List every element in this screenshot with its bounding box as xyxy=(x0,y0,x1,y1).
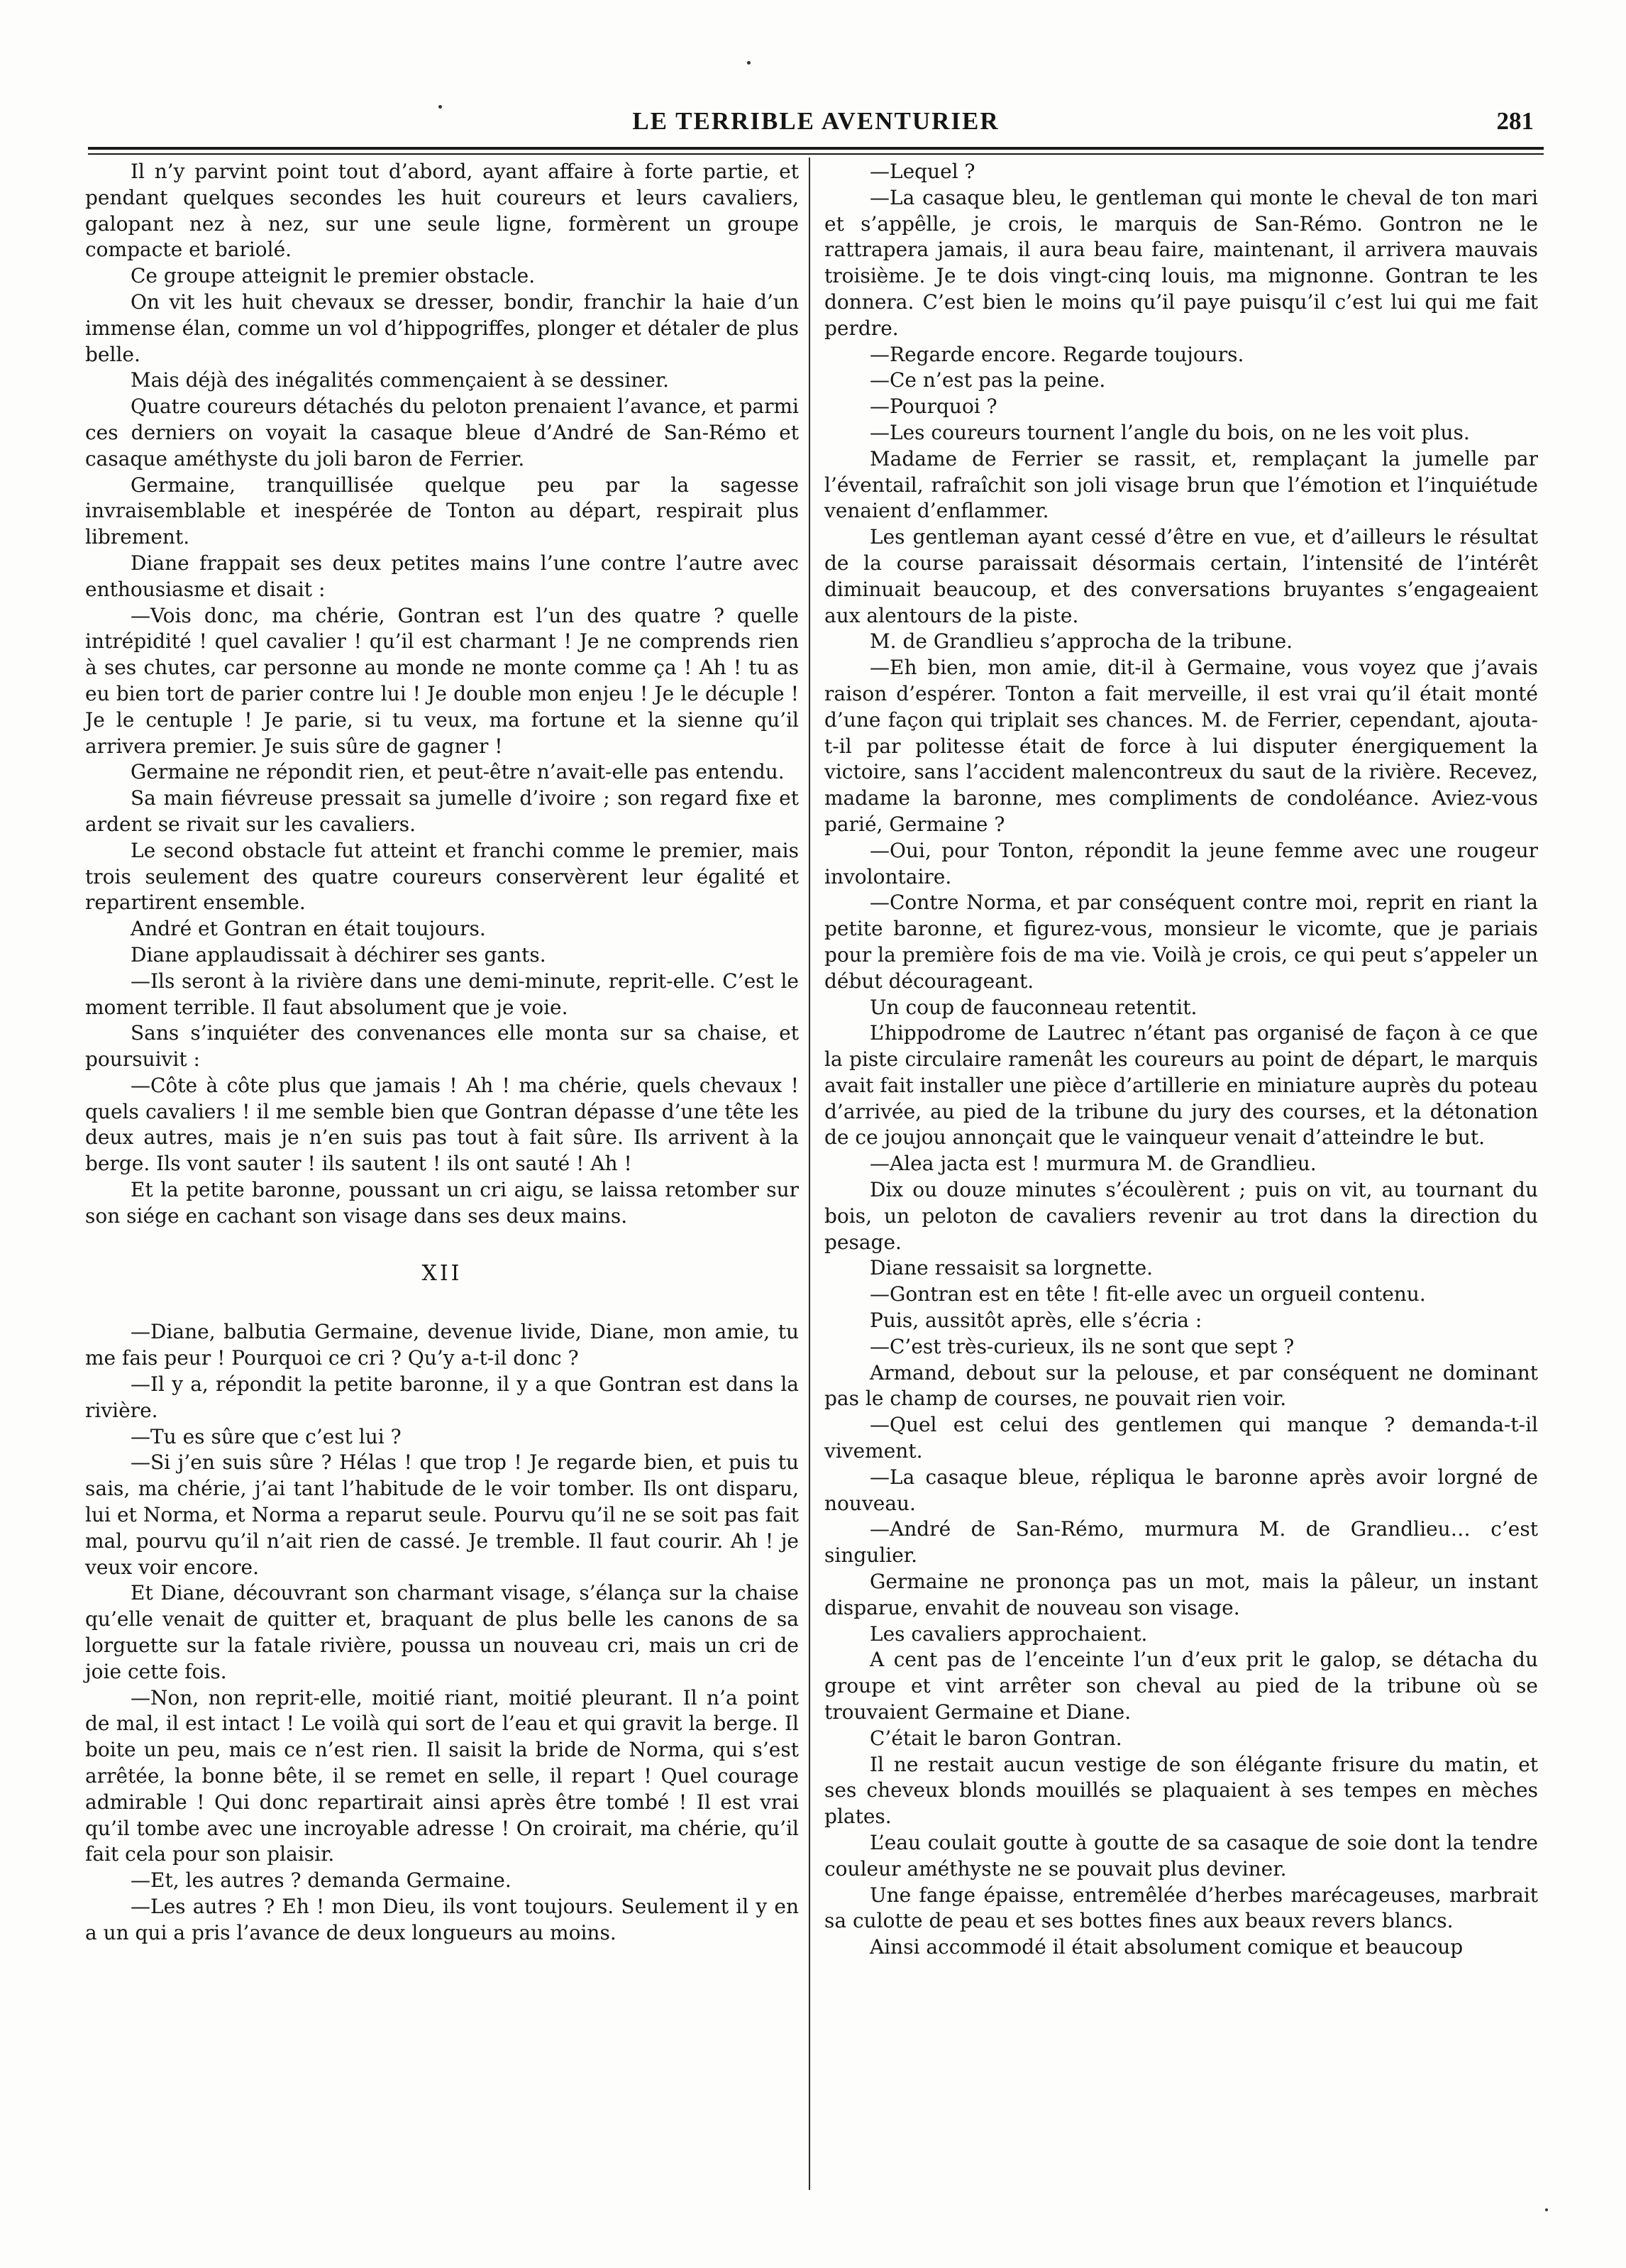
paragraph: M. de Grandlieu s’approcha de la tribune. xyxy=(870,629,1293,654)
paragraph: —Côte à côte plus que jamais ! Ah ! ma chérie, quels chevaux ! quels cavaliers ! il me semble bien que Gontran dépasse d’une tête les deux autres, mais je n’en suis pas tout à fait sûre. Ils arrivent à la berge. Ils vont sauter ! ils sautent ! ils ont sauté ! Ah ! xyxy=(85,1073,799,1176)
paragraph: Et Diane, découvrant son charmant visage, s’élança sur la chaise qu’elle venait de quitter et, braquant de plus belle les canons de sa lorguette sur la fatale rivière, poussa un nouveau cri, mais un cri de joie cette fois. xyxy=(85,1581,799,1683)
paragraph: —André de San-Rémo, murmura M. de Grandlieu… c’est singulier. xyxy=(824,1517,1538,1568)
page-number: 281 xyxy=(1496,107,1534,135)
paragraph: L’eau coulait goutte à goutte de sa casaque de soie dont la tendre couleur améthyste ne se pouvait plus deviner. xyxy=(824,1831,1538,1881)
paragraph: Mais déjà des inégalités commençaient à se dessiner. xyxy=(131,368,670,392)
running-title: LE TERRIBLE AVENTURIER xyxy=(632,107,1000,135)
print-speck xyxy=(747,61,751,65)
paragraph: Il n’y parvint point tout d’abord, ayant affaire à forte partie, et pendant quelques secondes les huit coureurs et leurs cavaliers, galopant nez à nez, sur une seule ligne, formèrent un groupe compacte et bariolé. xyxy=(85,160,799,262)
paragraph: —Tu es sûre que c’est lui ? xyxy=(131,1424,402,1448)
paragraph: C’était le baron Gontran. xyxy=(870,1726,1122,1750)
paragraph: —Ils seront à la rivière dans une demi-minute, reprit-elle. C’est le moment terrible. Il faut absolument que je voie. xyxy=(85,969,799,1019)
paragraph: —Quel est celui des gentlemen qui manque ? demanda-t-il vivement. xyxy=(824,1413,1538,1463)
paragraph: —La casaque bleu, le gentleman qui monte le cheval de ton mari et s’appêlle, je crois, le marquis de San-Rémo. Gontron ne le rattrapera jamais, il aura beau faire, maintenant, il arrivera mauvais troisième. Je te dois vingt-cinq louis, ma mignonne. Gontran te les donnera. C’est bien le moins qu’il paye puisqu’il c’est lui qui me fait perdre. xyxy=(824,185,1538,340)
paragraph: Germaine, tranquillisée quelque peu par la sagesse invraisemblable et inespérée de Tonton au départ, respirait plus librement. xyxy=(85,473,799,549)
header-rule-thick xyxy=(88,147,1544,150)
paragraph: —Diane, balbutia Germaine, devenue livide, Diane, mon amie, tu me fais peur ! Pourquoi ce cri ? Qu’y a-t-il donc ? xyxy=(85,1320,799,1370)
paragraph: Les gentleman ayant cessé d’être en vue, et d’ailleurs le résultat de la course paraissait désormais certain, l’intensité de l’intérêt diminuait beaucoup, et des conversations bruyantes s’engageaient aux alentours de la piste. xyxy=(824,525,1538,627)
paragraph: Diane frappait ses deux petites mains l’une contre l’autre avec enthousiasme et disait : xyxy=(85,551,799,601)
paragraph: Un coup de fauconneau retentit. xyxy=(870,995,1198,1019)
paragraph: —Ce n’est pas la peine. xyxy=(870,368,1106,392)
paragraph: Quatre coureurs détachés du peloton prenaient l’avance, et parmi ces derniers on voyait la casaque bleue d’André de San-Rémo et casaque améthyste du joli baron de Ferrier. xyxy=(85,395,799,470)
paragraph: —Les autres ? Eh ! mon Dieu, ils vont toujours. Seulement il y en a un qui a pris l’avance de deux longueurs au moins. xyxy=(85,1895,799,1944)
paragraph: Et la petite baronne, poussant un cri aigu, se laissa retomber sur son siége en cachant son visage dans ses deux mains. xyxy=(85,1178,799,1228)
paragraph: Les cavaliers approchaient. xyxy=(870,1622,1148,1646)
paragraph: —Eh bien, mon amie, dit-il à Germaine, vous voyez que j’avais raison d’espérer. Tonton a fait merveille, il est vrai qu’il était monté d’une façon qui triplait ses chances. M. de Ferrier, cependant, ajouta-t-il par politesse était de force à lui disputer énergiquement la victoire, sans l’accident malencontreux du saut de la rivière. Recevez, madame la baronne, mes compliments de condoléance. Aviez-vous parié, Germaine ? xyxy=(824,656,1538,836)
paragraph: Diane ressaisit sa lorgnette. xyxy=(870,1256,1154,1280)
paragraph: —Non, non reprit-elle, moitié riant, moitié pleurant. Il n’a point de mal, il est intact ! Le voilà qui sort de l’eau et qui gravit la berge. Il boite un peu, mais ce n’est rien. Il saisit la bride de Norma, qui s’est arrêtée, la bonne bête, il se remet en selle, il repart ! Quel courage admirable ! Qui donc repartirait ainsi après être tombé ! Il est vrai qu’il tombe avec une incroyable adresse ! On croirait, ma chérie, qu’il fait cela pour son plaisir. xyxy=(85,1685,799,1866)
paragraph: —Alea jacta est ! murmura M. de Grandlieu. xyxy=(870,1152,1317,1176)
paragraph: —Si j’en suis sûre ? Hélas ! que trop ! Je regarde bien, et puis tu sais, ma chérie, j’ai tant l’habitude de le voir tomber. Ils ont disparu, lui et Norma, et Norma a reparut seule. Pourvu qu’il ne se soit pas fait mal, pourvu qu’il n’ait rien de cassé. Je tremble. Il faut courir. Ah ! je veux voir encore. xyxy=(85,1450,799,1579)
paragraph: —Lequel ? xyxy=(870,160,975,183)
paragraph: On vit les huit chevaux se dresser, bondir, franchir la haie d’un immense élan, comme un vol d’hippogriffes, plonger et détaler de plus belle. xyxy=(85,290,799,366)
paragraph: Sans s’inquiéter des convenances elle monta sur sa chaise, et poursuivit : xyxy=(85,1021,799,1072)
paragraph: —Gontran est en tête ! fit-elle avec un orgueil contenu. xyxy=(870,1282,1426,1306)
paragraph: —La casaque bleue, répliqua le baronne après avoir lorgné de nouveau. xyxy=(824,1465,1538,1515)
paragraph: —Et, les autres ? demanda Germaine. xyxy=(131,1868,511,1893)
paragraph: Germaine ne prononça pas un mot, mais la pâleur, un instant disparue, envahit de nouveau son visage. xyxy=(824,1570,1538,1619)
paragraph: André et Gontran en était toujours. xyxy=(131,917,486,941)
paragraph: Armand, debout sur la pelouse, et par conséquent ne dominant pas le champ de courses, ne pouvait rien voir. xyxy=(824,1360,1538,1411)
paragraph: A cent pas de l’enceinte l’un d’eux prit le galop, se détacha du groupe et vint arrêter son cheval au pied de la tribune où se trouvaient Germaine et Diane. xyxy=(824,1648,1538,1724)
left-column-text-before-chapter xyxy=(85,159,799,1230)
column-divider xyxy=(809,158,810,2190)
paragraph: —C’est très-curieux, ils ne sont que sept ? xyxy=(870,1334,1295,1358)
paragraph: Ainsi accommodé il était absolument comique et beaucoup xyxy=(870,1935,1464,1959)
paragraph: Madame de Ferrier se rassit, et, remplaçant la jumelle par l’éventail, rafraîchit son joli visage brun que l’émotion et l’inquiétude venaient d’enflammer. xyxy=(824,446,1538,523)
paragraph: —Les coureurs tournent l’angle du bois, on ne les voit plus. xyxy=(870,420,1470,444)
print-speck xyxy=(1545,2208,1548,2211)
paragraph: Sa main fiévreuse pressait sa jumelle d’ivoire ; son regard fixe et ardent se rivait sur les cavaliers. xyxy=(85,786,799,836)
paragraph: Une fange épaisse, entremêlée d’herbes marécageuses, marbrait sa culotte de peau et ses bottes fines aux beaux revers blancs. xyxy=(824,1883,1538,1933)
paragraph: Ce groupe atteignit le premier obstacle. xyxy=(131,264,536,288)
paragraph: —Pourquoi ? xyxy=(870,395,997,419)
paragraph: Germaine ne répondit rien, et peut-être n’avait-elle pas entendu. xyxy=(131,760,785,784)
paragraph: Le second obstacle fut atteint et franchi comme le premier, mais trois seulement des quatre coureurs conservèrent leur égalité et repartirent ensemble. xyxy=(85,838,799,915)
paragraph: —Contre Norma, et par conséquent contre moi, reprit en riant la petite baronne, et figurez-vous, monsieur le vicomte, que je pariais pour la première fois de ma vie. Voilà je crois, ce qui peut s’appeler un début décourageant. xyxy=(824,891,1538,993)
paragraph: —Oui, pour Tonton, répondit la jeune femme avec une rougeur involontaire. xyxy=(824,838,1538,888)
paragraph: Diane applaudissait à déchirer ses gants. xyxy=(131,942,546,967)
print-speck xyxy=(438,105,442,109)
chapter-heading: XII xyxy=(421,1260,463,1286)
paragraph: —Il y a, répondit la petite baronne, il y a que Gontran est dans la rivière. xyxy=(85,1372,799,1422)
running-header xyxy=(88,104,1544,143)
right-column xyxy=(824,159,1538,1961)
left-column xyxy=(85,159,799,1947)
paragraph: Puis, aussitôt après, elle s’écria : xyxy=(870,1309,1202,1333)
paragraph: —Regarde encore. Regarde toujours. xyxy=(870,342,1244,366)
paragraph: Il ne restait aucun vestige de son élégante frisure du matin, et ses cheveux blonds mouillés se plaquaient à ses tempes en mèches plates. xyxy=(824,1752,1538,1829)
paragraph: L’hippodrome de Lautrec n’étant pas organisé de façon à ce que la piste circulaire ramenât les coureurs au point de départ, le marquis avait fait installer une pièce d’artillerie en miniature auprès du poteau d’arrivée, au pied de la tribune du jury des courses, et la détonation de ce joujou annonçait que le vainqueur venait d’atteindre le but. xyxy=(824,1021,1538,1150)
paragraph: Dix ou douze minutes s’écoulèrent ; puis on vit, au tournant du bois, un peloton de cavaliers revenir au trot dans la direction du pesage. xyxy=(824,1178,1538,1254)
header-rule-thin xyxy=(88,153,1544,155)
paragraph: —Vois donc, ma chérie, Gontran est l’un des quatre ? quelle intrépidité ! quel cavalier ! qu’il est charmant ! Je ne comprends rien à ses chutes, car personne au monde ne monte comme ça ! Ah ! tu as eu bien tort de parier contre lui ! Je double mon enjeu ! Je le décuple ! Je le centuple ! Je parie, si tu veux, ma fortune et la sienne qu’il arrivera premier. Je suis sûre de gagner ! xyxy=(85,603,799,758)
left-column-text-after-chapter xyxy=(85,1319,799,1946)
